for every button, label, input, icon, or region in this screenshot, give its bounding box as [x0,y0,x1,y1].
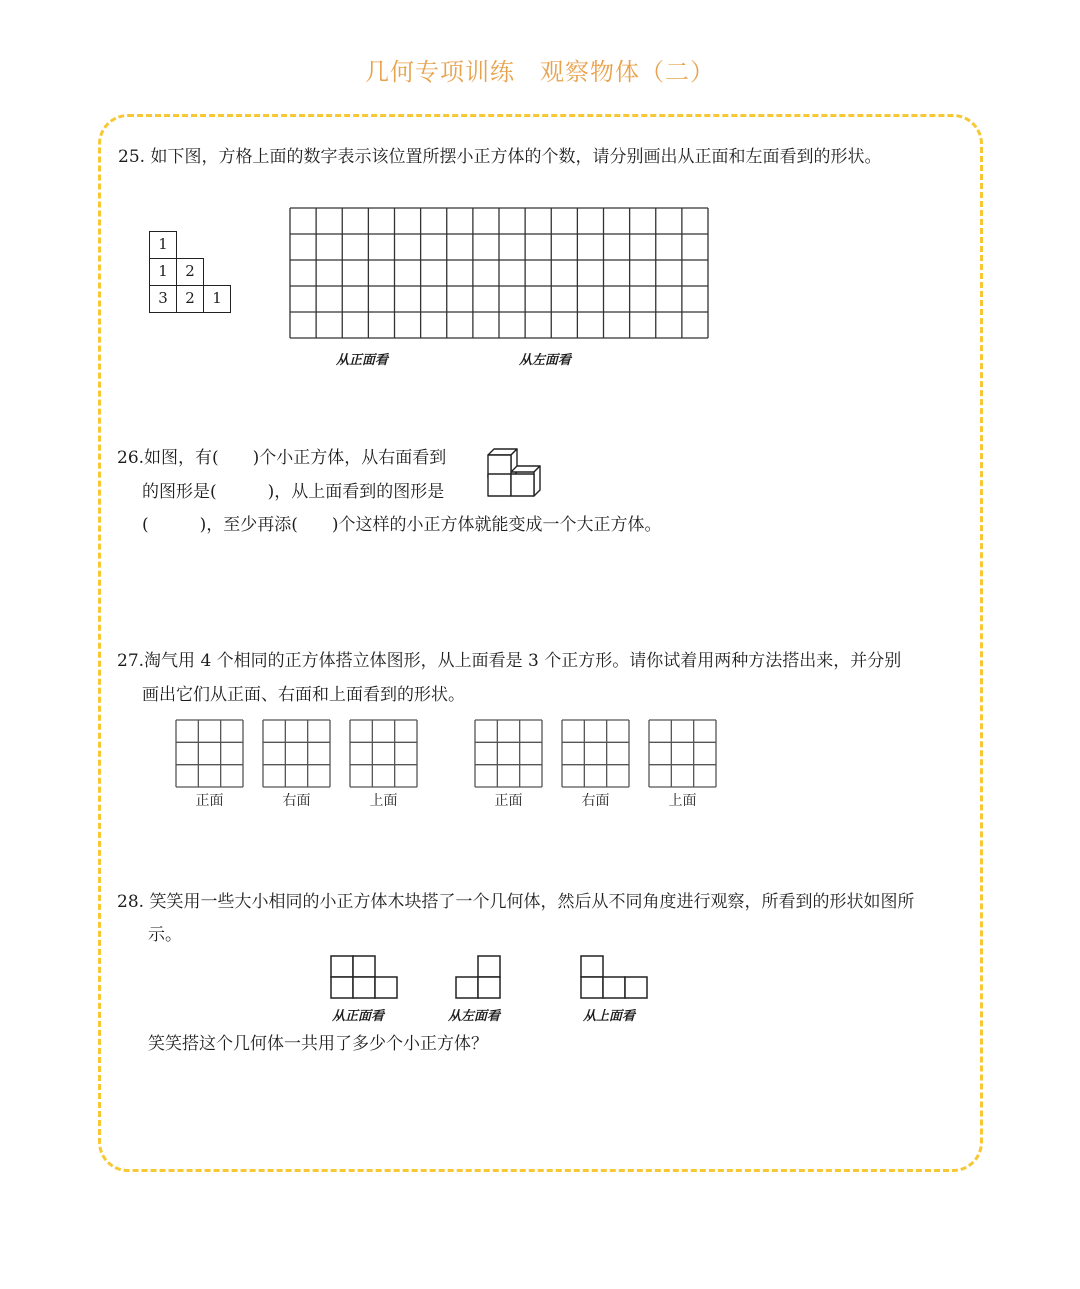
q28-front-view-figure [330,955,398,999]
q27-caption-front-1: 正面 [195,793,224,809]
q28-left-view-figure [455,955,501,999]
q27-answer-grid-right-2[interactable] [561,719,630,788]
q27-caption-right-2: 右面 [581,793,610,809]
q25-grid-cell: 1 [149,258,177,286]
q27-caption-top-1: 上面 [369,793,398,809]
question-26-line-2: 的图形是( )，从上面看到的图形是 [142,482,445,502]
q26-cube-figure [487,448,545,500]
q27-caption-front-2: 正面 [494,793,523,809]
q25-grid-cell: 1 [149,231,177,259]
question-28-line-2: 示。 [148,925,182,945]
q27-caption-right-1: 右面 [282,793,311,809]
question-26-line-3: ( )，至少再添( )个这样的小正方体就能变成一个大正方体。 [142,515,662,535]
question-27-line-1: 27.淘气用 4 个相同的正方体搭立体图形，从上面看是 3 个正方形。请你试着用两种方法搭出来，并分别 [117,651,902,671]
q27-answer-grid-top-2[interactable] [648,719,717,788]
q28-top-view-figure [580,955,648,999]
q27-answer-grid-front-2[interactable] [474,719,543,788]
q27-caption-top-2: 上面 [668,793,697,809]
question-25-text: 25. 如下图，方格上面的数字表示该位置所摆小正方体的个数，请分别画出从正面和左面看到的形状。 [118,147,882,167]
q25-grid-cell: 1 [203,285,231,313]
q27-answer-grid-top-1[interactable] [349,719,418,788]
question-27-line-2: 画出它们从正面、右面和上面看到的形状。 [142,685,465,705]
q25-grid-cell: 2 [176,285,204,313]
q27-answer-grid-right-1[interactable] [262,719,331,788]
question-28-line-1: 28. 笑笑用一些大小相同的小正方体木块搭了一个几何体，然后从不同角度进行观察，所看到的形状如图所 [117,892,915,912]
page-title: 几何专项训练 观察物体（二） [365,58,715,86]
q28-caption-top: 从上面看 [583,1009,636,1024]
q28-caption-front: 从正面看 [332,1009,385,1024]
q25-answer-grid[interactable] [289,207,709,339]
q25-grid-cell: 3 [149,285,177,313]
q25-grid-cell: 2 [176,258,204,286]
q25-caption-front: 从正面看 [336,353,389,368]
q28-caption-left: 从左面看 [448,1009,501,1024]
q27-answer-grid-front-1[interactable] [175,719,244,788]
question-26-line-1: 26.如图，有( )个小正方体，从右面看到 [117,448,447,468]
q25-caption-left: 从左面看 [519,353,572,368]
question-28-prompt: 笑笑搭这个几何体一共用了多少个小正方体？ [148,1034,488,1054]
